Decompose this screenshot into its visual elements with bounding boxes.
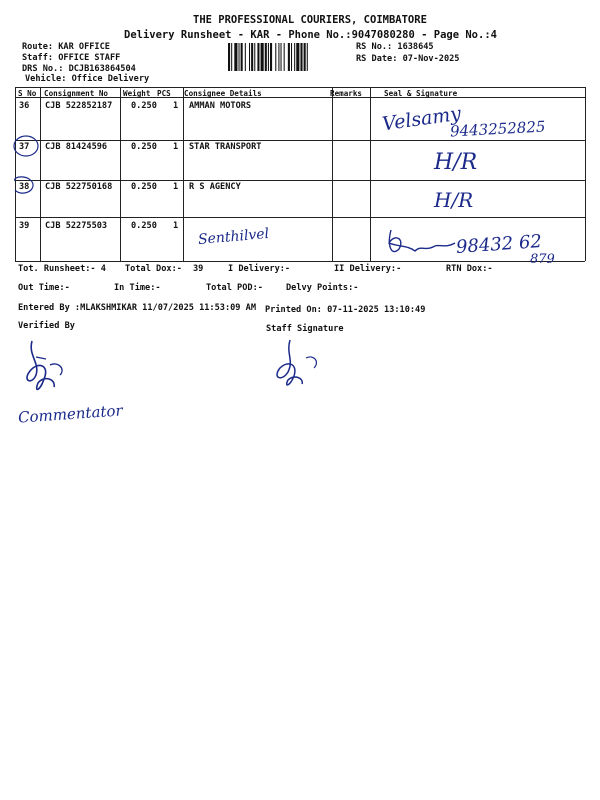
table-row-sno: 36 bbox=[19, 101, 30, 111]
row39-consignee-handwriting: Senthilvel bbox=[197, 225, 270, 249]
table-row-weight: 0.250 bbox=[131, 101, 157, 111]
rs-date: RS Date: 07-Nov-2025 bbox=[356, 54, 460, 64]
row39-phone-suffix-handwriting: 879 bbox=[530, 252, 555, 267]
table-row-consignment: CJB 522750168 bbox=[45, 182, 113, 192]
col-header-sno: S No bbox=[18, 89, 37, 98]
tot-runsheet: Tot. Runsheet:- 4 bbox=[18, 264, 106, 274]
table-row-consignee: AMMAN MOTORS bbox=[189, 101, 252, 111]
staff-signature bbox=[262, 338, 332, 392]
total-pod: Total POD:- bbox=[206, 283, 263, 293]
sno-circle-marks bbox=[0, 0, 60, 220]
company-title: THE PROFESSIONAL COURIERS, COIMBATORE bbox=[193, 14, 427, 26]
rtn-dox: RTN Dox:- bbox=[446, 264, 493, 274]
verified-handwritten-note: Commentator bbox=[17, 401, 124, 427]
vehicle-info: Vehicle: Office Delivery bbox=[25, 74, 150, 84]
row39-signature-scribble bbox=[385, 225, 460, 265]
table-row-sno: 37 bbox=[19, 142, 30, 152]
table-row-consignment: CJB 522852187 bbox=[45, 101, 113, 111]
table-row-sno: 38 bbox=[19, 182, 30, 192]
i-delivery: I Delivery:- bbox=[228, 264, 291, 274]
entered-by: Entered By :MLAKSHMIKAR 11/07/2025 11:53:09 AM bbox=[18, 303, 256, 313]
rs-number: RS No.: 1638645 bbox=[356, 42, 434, 52]
in-time: In Time:- bbox=[114, 283, 161, 293]
route-info: Route: KAR OFFICE bbox=[22, 42, 110, 52]
col-header-seal: Seal & Signature bbox=[384, 89, 458, 98]
total-dox-label: Total Dox:- bbox=[125, 264, 182, 274]
table-row-consignment: CJB 52275503 bbox=[45, 221, 108, 231]
table-row-consignee: R S AGENCY bbox=[189, 182, 241, 192]
row36-phone-handwriting: 9443252825 bbox=[449, 117, 546, 141]
table-row-weight: 0.250 bbox=[131, 182, 157, 192]
row36-seal-handwriting: Velsamy bbox=[380, 102, 463, 136]
rs-barcode bbox=[228, 43, 352, 71]
table-row-weight: 0.250 bbox=[131, 221, 157, 231]
verified-by-label: Verified By bbox=[18, 321, 75, 331]
row37-seal-handwriting: H/R bbox=[434, 150, 478, 175]
staff-info: Staff: OFFICE STAFF bbox=[22, 53, 121, 63]
drs-number: DRS No.: DCJB163864504 bbox=[22, 64, 136, 74]
table-row-pcs: 1 bbox=[173, 101, 179, 111]
col-header-consignment: Consignment No bbox=[44, 89, 109, 98]
table-row-pcs: 1 bbox=[173, 142, 179, 152]
table-row-sno: 39 bbox=[19, 221, 30, 231]
out-time: Out Time:- bbox=[18, 283, 70, 293]
table-row-pcs: 1 bbox=[173, 221, 179, 231]
verified-by-signature bbox=[10, 335, 80, 405]
delvy-points: Delvy Points:- bbox=[286, 283, 359, 293]
table-row-consignee: STAR TRANSPORT bbox=[189, 142, 262, 152]
table-row-weight: 0.250 bbox=[131, 142, 157, 152]
row39-phone-handwriting: 98432 62 bbox=[455, 231, 543, 258]
staff-signature-label: Staff Signature bbox=[266, 324, 344, 334]
col-header-remarks: Remarks bbox=[330, 89, 363, 98]
ii-delivery: II Delivery:- bbox=[334, 264, 402, 274]
runsheet-subtitle: Delivery Runsheet - KAR - Phone No.:9047080280 - Page No.:4 bbox=[124, 29, 497, 41]
col-header-pcs: PCS bbox=[157, 89, 171, 98]
total-dox-value: 39 bbox=[193, 264, 204, 274]
printed-on: Printed On: 07-11-2025 13:10:49 bbox=[265, 305, 426, 315]
table-row-pcs: 1 bbox=[173, 182, 179, 192]
table-row-consignment: CJB 81424596 bbox=[45, 142, 108, 152]
col-header-weight: Weight bbox=[123, 89, 151, 98]
row38-seal-handwriting: H/R bbox=[434, 188, 474, 212]
col-header-consignee: Consignee Details bbox=[184, 89, 262, 98]
